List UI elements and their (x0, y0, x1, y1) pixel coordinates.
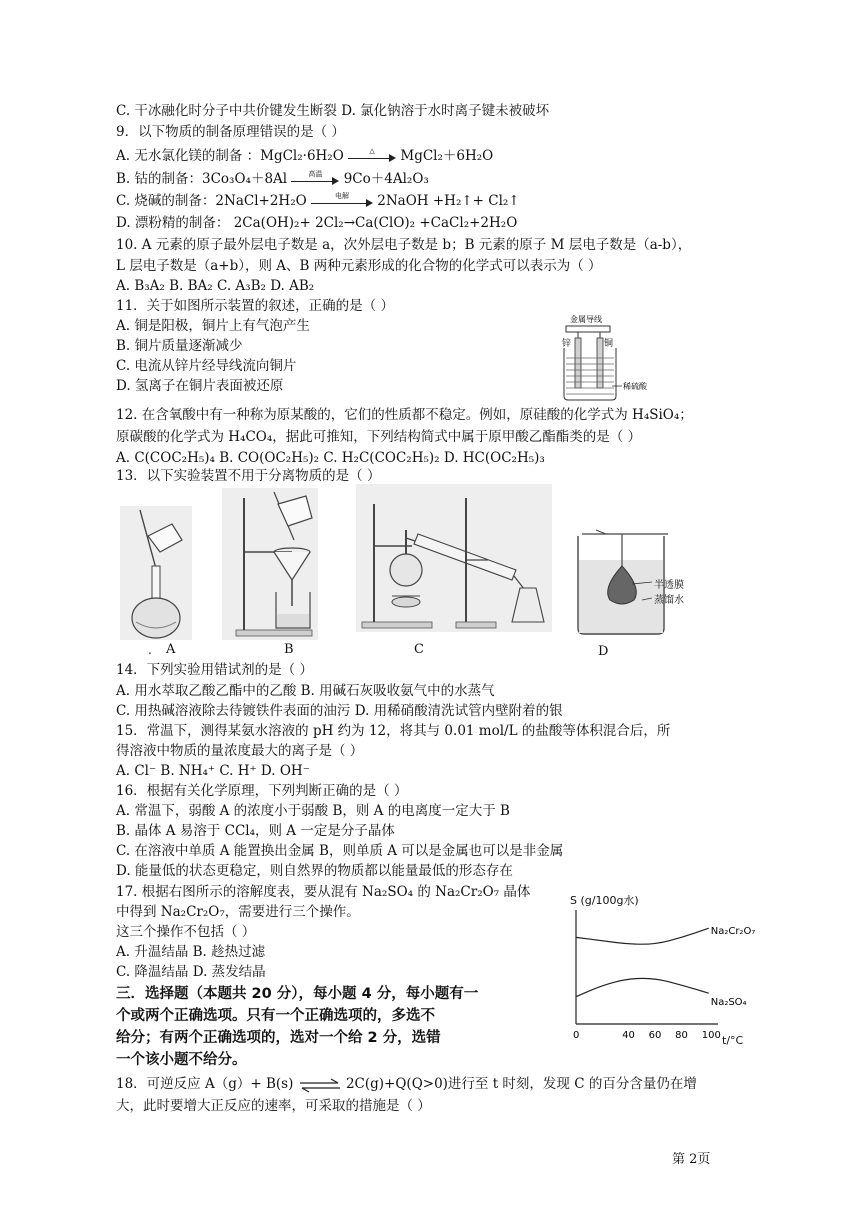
wire-label: 金属导线 (570, 315, 602, 324)
q18-stem-2: 大，此时要增大正反应的速率，可采取的措施是（ ） (116, 1098, 431, 1114)
q17-stem-1: 17. 根据右图所示的溶解度表，要从混有 Na₂SO₄ 的 Na₂Cr₂O₇ 晶体 (116, 884, 531, 900)
q17-options-cd: C. 降温结晶 D. 蒸发结晶 (116, 964, 266, 980)
copper-electrode (597, 338, 603, 388)
q17-stem-3: 这三个操作不包括（ ） (116, 924, 256, 940)
q16-option-b: B. 晶体 A 易溶于 CCl₄，则 A 一定是分子晶体 (116, 823, 395, 839)
apparatus-a-volumetric-flask (120, 506, 192, 657)
reaction-arrow-icon: 电解 (311, 195, 373, 209)
q11-option-a: A. 铜是阳极，铜片上有气泡产生 (116, 318, 310, 334)
q14-options-ab: A. 用水萃取乙酸乙酯中的乙酸 B. 用碱石灰吸收氨气中的水蒸气 (116, 683, 495, 699)
copper-label: 铜 (604, 339, 614, 349)
zinc-electrode (575, 338, 581, 388)
q14-options-cd: C. 用热碱溶液除去待镀铁件表面的油污 D. 用稀硝酸清洗试管内壁附着的银 (116, 703, 563, 719)
q9-option-a: A. 无水氯化镁的制备 ：MgCl₂·6H₂O △ MgCl₂＋6H₂O (116, 146, 494, 164)
beaker (564, 348, 616, 400)
page-number: 第 2页 (672, 1152, 711, 1167)
series-line (576, 928, 709, 944)
apparatus-label-d: D (598, 644, 609, 659)
section-three-heading-4: 一个该小题不给分。 (116, 1052, 247, 1068)
q12-stem-2: 原碳酸的化学式为 H₄CO₄，据此可推知，下列结构简式中属于原甲酸乙酯酯类的是（ ） (116, 429, 642, 445)
q18-stem-1: 18．可逆反应 A（g）+ B(s) 2C(g)+Q(Q>0)进行至 t 时刻，发现 C 的百分含量仍在增 (116, 1076, 697, 1092)
q12-options: A. C(COC₂H₅)₄ B. CO(OC₂H₅)₂ C. H₂C(COC₂H₅)₂ D. HC(OC₂H₅)₃ (116, 450, 545, 466)
q15-stem-1: 15．常温下，测得某氨水溶液的 pH 约为 12，将其与 0.01 mol/L 的盐酸等体积混合后，所 (116, 723, 671, 739)
x-tick-label: 0 (573, 1030, 580, 1041)
q16-option-c: C. 在溶液中单质 A 能置换出金属 B，则单质 A 可以是金属也可以是非金属 (116, 843, 564, 859)
q17-stem-2: 中得到 Na₂Cr₂O₇，需要进行三个操作。 (116, 904, 360, 920)
apparatus-label-b: B (284, 642, 294, 657)
reaction-arrow-icon: 高温 (291, 173, 339, 187)
q16-stem: 16．根据有关化学原理，下列判断正确的是（ ） (116, 783, 408, 799)
q14-stem: 14．下列实验用错试剂的是（ ） (116, 662, 313, 678)
q11-stem: 11．关于如图所示装置的叙述，正确的是（ ） (116, 298, 394, 314)
acid-label: 稀硫酸 (623, 382, 647, 391)
q16-option-a: A. 常温下，弱酸 A 的浓度小于弱酸 B，则 A 的电离度一定大于 B (116, 803, 510, 819)
x-tick-label: 100 (701, 1030, 721, 1041)
series-label: Na₂Cr₂O₇ (710, 926, 756, 938)
q9-option-c: C. 烧碱的制备：2NaCl+2H₂O 电解 2NaOH +H₂↑+ Cl₂↑ (116, 191, 520, 209)
q9-stem: 9．以下物质的制备原理错误的是（ ） (116, 124, 345, 140)
section-three-heading-1: 三．选择题（本题共 20 分），每小题 4 分，每小题有一 (116, 986, 479, 1002)
q13-stem: 13．以下实验装置不用于分离物质的是（ ） (116, 468, 381, 484)
apparatus-c-distillation (356, 484, 552, 632)
equilibrium-arrow-icon (298, 1078, 342, 1092)
x-axis-label: t/°C (722, 1034, 744, 1047)
q16-option-d: D. 能量低的状态更稳定，则自然界的物质都以能量最低的形态存在 (116, 863, 513, 879)
x-tick-label: 80 (675, 1030, 688, 1041)
q12-stem-1: 12. 在含氧酸中有一种称为原某酸的，它们的性质都不稳定。例如，原硅酸的化学式为 H₄SiO₄； (116, 407, 693, 423)
solubility-chart (560, 888, 756, 1050)
q11-option-b: B. 铜片质量逐渐减少 (116, 338, 243, 354)
apparatus-label-a: A (166, 642, 176, 657)
reaction-arrow-icon: △ (348, 150, 396, 164)
section-three-heading-3: 给分；有两个正确选项的，选对一个给 2 分，选错 (116, 1030, 441, 1046)
section-three-heading-2: 个或两个正确选项。只有一个正确选项的，多选不 (116, 1008, 435, 1024)
q8-options-cd: C. 干冰融化时分子中共价键发生断裂 D. 氯化钠溶于水时离子键未被破坏 (116, 103, 550, 119)
q9-option-d: D. 漂粉精的制备： 2Ca(OH)₂+ 2Cl₂→Ca(ClO)₂ +CaCl₂+2H₂O (116, 215, 518, 231)
series-line (576, 978, 709, 996)
q17-options-ab: A. 升温结晶 B. 趁热过滤 (116, 944, 266, 960)
q10-stem-1: 10. A 元素的原子最外层电子数是 a，次外层电子数是 b；B 元素的原子 M 层电子数是（a-b）， (116, 237, 692, 253)
q9-option-b: B. 钴的制备：3Co₃O₄＋8Al 高温 9Co＋4Al₂O₃ (116, 169, 429, 187)
q11-option-c: C. 电流从锌片经导线流向铜片 (116, 358, 297, 374)
distilled-water-label: 蒸馏水 (654, 595, 684, 606)
svg-text:.: . (148, 643, 152, 657)
zinc-label: 锌 (562, 339, 572, 349)
x-tick-label: 40 (622, 1030, 635, 1041)
q10-stem-2: L 层电子数是（a+b），则 A、B 两种元素形成的化合物的化学式可以表示为（ ） (116, 258, 602, 274)
q11-option-d: D. 氢离子在铜片表面被还原 (116, 378, 284, 394)
x-tick-label: 60 (648, 1030, 662, 1041)
y-axis-label: S (g/100g水) (570, 894, 639, 907)
apparatus-label-c: C (414, 642, 424, 657)
membrane-label: 半透膜 (654, 580, 684, 591)
apparatus-b-filtration (222, 488, 318, 640)
q15-options: A. Cl⁻ B. NH₄⁺ C. H⁺ D. OH⁻ (116, 763, 310, 779)
q15-stem-2: 得溶液中物质的量浓度最大的离子是（ ） (116, 743, 364, 759)
galvanic-cell-figure (560, 312, 670, 402)
q10-options: A. B₃A₂ B. BA₂ C. A₃B₂ D. AB₂ (116, 278, 315, 294)
series-label: Na₂SO₄ (710, 997, 747, 1009)
